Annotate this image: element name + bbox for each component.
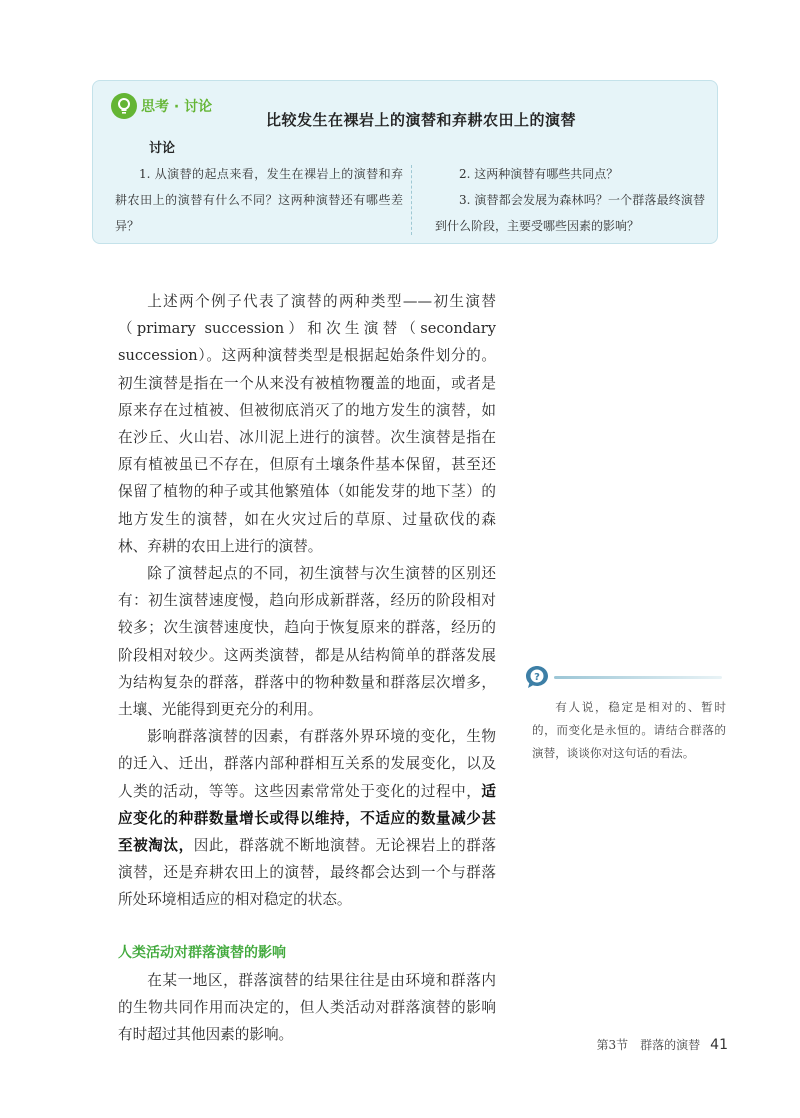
- questions-right-column: [435, 161, 705, 239]
- box-title: 比较发生在裸岩上的演替和弃耕农田上的演替: [265, 111, 576, 129]
- question-3: 3. 演替都会发展为森林吗？一个群落最终演替到什么阶段，主要受哪些因素的影响？: [435, 193, 705, 233]
- paragraph-2: 除了演替起点的不同，初生演替与次生演替的区别还有：初生演替速度慢，趋向形成新群落，经历的阶段相对较多；次生演替速度快，趋向于恢复原来的群落，经历的阶段相对较少。这两类演替，都是从结构简单的群落发展为结构复杂的群落，群落中的物种数量和群落层次增多，土壤、光能得到更充分的利用。: [118, 565, 496, 719]
- column-divider: [411, 165, 412, 235]
- side-note-rule: [554, 676, 722, 679]
- svg-text:?: ?: [534, 672, 540, 683]
- paragraph-3-part-b: 因此，群落就不断地演替。无论裸岩上的群落演替，还是弃耕农田上的演替，最终都会达到一个与群落所处环境相适应的相对稳定的状态。: [118, 837, 496, 909]
- box-subtitle: 讨论: [149, 141, 176, 156]
- paragraph-3-part-a: 影响群落演替的因素，有群落外界环境的变化，生物的迁入、迁出，群落内部种群相互关系的发展变化，以及人类的活动，等等。这些因素常常处于变化的过程中，: [118, 728, 496, 800]
- paragraph-3-emphasis: 适应变化的种群数量增长或得以维持，不适应的数量减少甚至被淘汰，: [118, 782, 496, 855]
- questions-left-column: [115, 161, 403, 239]
- question-bubble-icon: [524, 664, 550, 690]
- footer-section-title: 第3节 群落的演替: [596, 1038, 701, 1052]
- page-number: 41: [710, 1037, 728, 1053]
- main-text: [118, 288, 496, 1048]
- page-footer: [597, 1036, 728, 1053]
- question-2: 2. 这两种演替有哪些共同点？: [459, 167, 619, 181]
- badge-label: 思考 · 讨论: [141, 99, 213, 115]
- question-1: 1. 从演替的起点来看，发生在裸岩上的演替和弃耕农田上的演替有什么不同？这两种演替还有哪些差异？: [115, 167, 403, 233]
- paragraph-1: 上述两个例子代表了演替的两种类型——初生演替（primary succession）和次生演替（secondary succession）。这两种演替类型是根据起始条件划分的。初生演替是指在一个从来没有被植物覆盖的地面，或者是原来存在过植被、但被彻底消灭了的地方发生的演替，如在沙丘、火山岩、冰川泥上进行的演替。次生演替是指在原有植被虽已不存在，但原有土壤条件基本保留，甚至还保留了植物的种子或其他繁殖体（如能发芽的地下茎）的地方发生的演替，如在火灾过后的草原、过量砍伐的森林、弃耕的农田上进行的演替。: [118, 293, 496, 555]
- paragraph-3: [118, 723, 496, 913]
- think-discuss-box: [92, 80, 718, 244]
- paragraph-4: 在某一地区，群落演替的结果往往是由环境和群落内的生物共同作用而决定的，但人类活动对群落演替的影响有时超过其他因素的影响。: [118, 971, 496, 1044]
- side-note-text: 有人说，稳定是相对的、暂时的，而变化是永恒的。请结合群落的演替，谈谈你对这句话的看法。: [532, 700, 726, 760]
- section-heading: 人类活动对群落演替的影响: [118, 944, 286, 961]
